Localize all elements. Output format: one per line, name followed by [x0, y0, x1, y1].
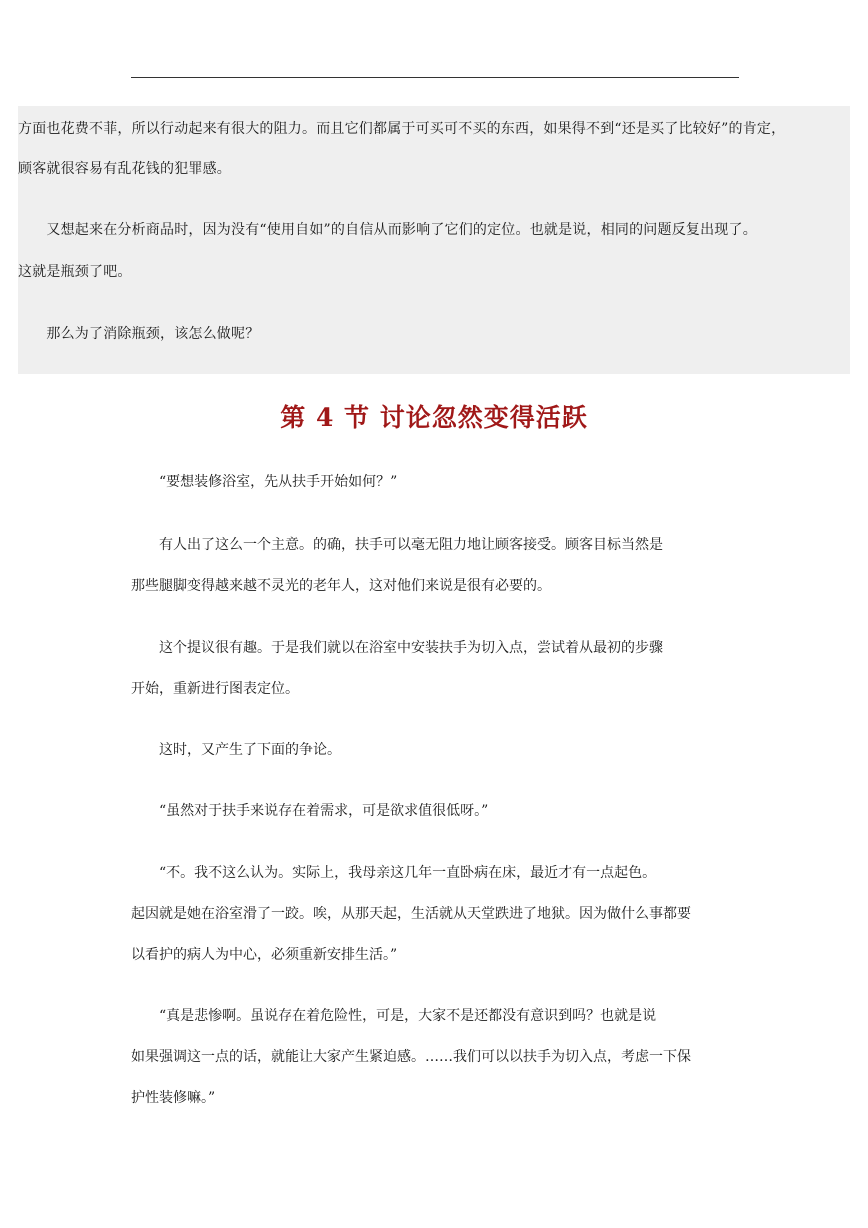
body-line: 有人出了这么一个主意。的确，扶手可以毫无阻力地让顾客接受。顾客目标当然是 — [131, 537, 663, 553]
body-line: 那些腿脚变得越来越不灵光的老年人，这对他们来说是很有必要的。 — [131, 578, 551, 594]
body-line: 如果强调这一点的话，就能让大家产生紧迫感。……我们可以以扶手为切入点，考虑一下保 — [131, 1049, 691, 1065]
boxed-line: 又想起来在分析商品时，因为没有“使用自如”的自信从而影响了它们的定位。也就是说，相同的问题反复出现了。 — [18, 222, 757, 238]
section-heading: 第 4 节 讨论忽然变得活跃 — [280, 403, 588, 432]
body-line: 这时，又产生了下面的争论。 — [131, 742, 341, 758]
body-line: 开始，重新进行图表定位。 — [131, 681, 299, 697]
body-line: “虽然对于扶手来说存在着需求，可是欲求值很低呀。” — [131, 803, 489, 819]
body-line: 以看护的病人为中心，必须重新安排生活。” — [131, 947, 398, 963]
boxed-passage — [18, 106, 850, 374]
boxed-line: 这就是瓶颈了吧。 — [18, 264, 132, 280]
body-line: “不。我不这么认为。实际上，我母亲这几年一直卧病在床，最近才有一点起色。 — [131, 865, 657, 881]
body-line: 起因就是她在浴室滑了一跤。唉，从那天起，生活就从天堂跌进了地狱。因为做什么事都要 — [131, 906, 691, 922]
body-line: 这个提议很有趣。于是我们就以在浴室中安装扶手为切入点，尝试着从最初的步骤 — [131, 640, 663, 656]
boxed-line: 方面也花费不菲，所以行动起来有很大的阻力。而且它们都属于可买可不买的东西，如果得不到“还是买了比较好”的肯定， — [18, 121, 786, 137]
header-rule — [131, 77, 739, 78]
body-line: 护性装修嘛。” — [131, 1090, 216, 1106]
body-line: “要想装修浴室，先从扶手开始如何？” — [131, 474, 398, 490]
boxed-line: 顾客就很容易有乱花钱的犯罪感。 — [18, 161, 231, 177]
body-line: “真是悲惨啊。虽说存在着危险性，可是，大家不是还都没有意识到吗？也就是说 — [131, 1008, 657, 1024]
boxed-line: 那么为了消除瓶颈，该怎么做呢？ — [18, 326, 260, 342]
